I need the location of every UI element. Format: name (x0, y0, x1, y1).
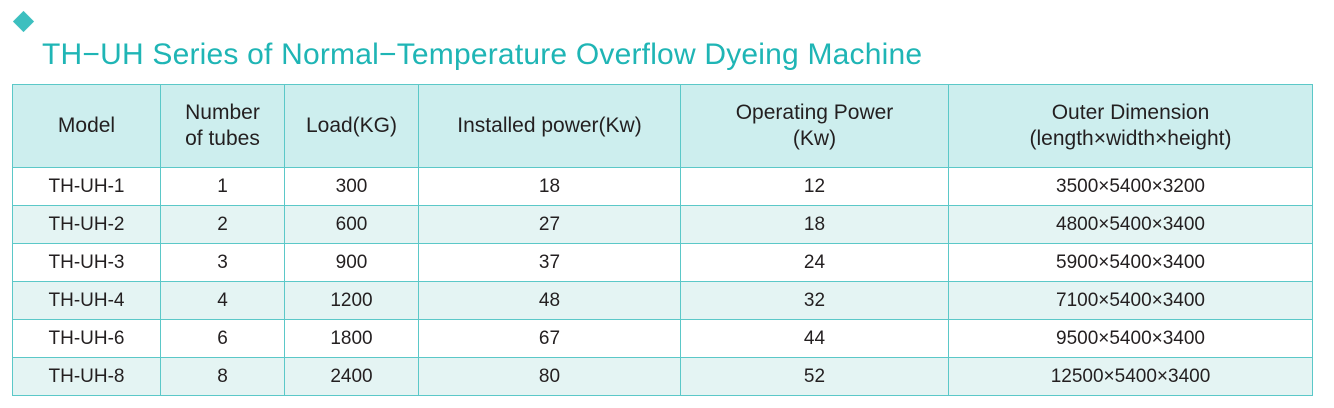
cell-installed-power: 48 (419, 282, 681, 320)
column-header-line-1: Model (57, 114, 116, 138)
cell-load: 2400 (285, 358, 419, 396)
column-header-operating-power (681, 85, 949, 168)
table-row (13, 206, 1313, 244)
cell-outer-dimension: 5900×5400×3400 (949, 244, 1313, 282)
cell-model: TH-UH-3 (13, 244, 161, 282)
column-header-model (13, 85, 161, 168)
column-header-line-1: Installed power(Kw) (457, 114, 642, 138)
cell-operating-power: 18 (681, 206, 949, 244)
column-header-line-1: Operating Power (735, 101, 894, 125)
table-row (13, 320, 1313, 358)
table-body (13, 168, 1313, 396)
cell-operating-power: 52 (681, 358, 949, 396)
cell-operating-power: 12 (681, 168, 949, 206)
cell-installed-power: 18 (419, 168, 681, 206)
cell-installed-power: 80 (419, 358, 681, 396)
diamond-bullet-icon (13, 11, 34, 32)
cell-model: TH-UH-6 (13, 320, 161, 358)
specification-table (12, 84, 1313, 396)
cell-operating-power: 44 (681, 320, 949, 358)
cell-model: TH-UH-4 (13, 282, 161, 320)
column-header-line-1: Outer Dimension (1051, 101, 1210, 125)
cell-number-of-tubes: 3 (161, 244, 285, 282)
table-row (13, 282, 1313, 320)
column-header-installed-power (419, 85, 681, 168)
cell-number-of-tubes: 1 (161, 168, 285, 206)
column-header-line-2: (length×width×height) (1029, 127, 1232, 150)
column-header-line-2: of tubes (185, 127, 260, 150)
cell-outer-dimension: 12500×5400×3400 (949, 358, 1313, 396)
cell-outer-dimension: 7100×5400×3400 (949, 282, 1313, 320)
cell-number-of-tubes: 8 (161, 358, 285, 396)
page-title: TH−UH Series of Normal−Temperature Overflow Dyeing Machine (42, 38, 923, 71)
cell-operating-power: 24 (681, 244, 949, 282)
cell-number-of-tubes: 6 (161, 320, 285, 358)
cell-outer-dimension: 4800×5400×3400 (949, 206, 1313, 244)
cell-load: 600 (285, 206, 419, 244)
cell-installed-power: 67 (419, 320, 681, 358)
column-header-line-2: (Kw) (792, 127, 837, 150)
table-header-row (13, 85, 1313, 168)
cell-outer-dimension: 3500×5400×3200 (949, 168, 1313, 206)
table-row (13, 168, 1313, 206)
column-header-load (285, 85, 419, 168)
cell-load: 1200 (285, 282, 419, 320)
cell-load: 900 (285, 244, 419, 282)
cell-number-of-tubes: 4 (161, 282, 285, 320)
cell-load: 1800 (285, 320, 419, 358)
cell-model: TH-UH-1 (13, 168, 161, 206)
cell-model: TH-UH-8 (13, 358, 161, 396)
cell-outer-dimension: 9500×5400×3400 (949, 320, 1313, 358)
cell-installed-power: 37 (419, 244, 681, 282)
cell-model: TH-UH-2 (13, 206, 161, 244)
column-header-outer-dimension (949, 85, 1313, 168)
table-header (13, 85, 1313, 168)
cell-operating-power: 32 (681, 282, 949, 320)
column-header-line-1: Load(KG) (305, 114, 398, 138)
cell-load: 300 (285, 168, 419, 206)
cell-number-of-tubes: 2 (161, 206, 285, 244)
column-header-line-1: Number (185, 101, 260, 125)
cell-installed-power: 27 (419, 206, 681, 244)
column-header-number-of-tubes (161, 85, 285, 168)
table-row (13, 358, 1313, 396)
table-row (13, 244, 1313, 282)
